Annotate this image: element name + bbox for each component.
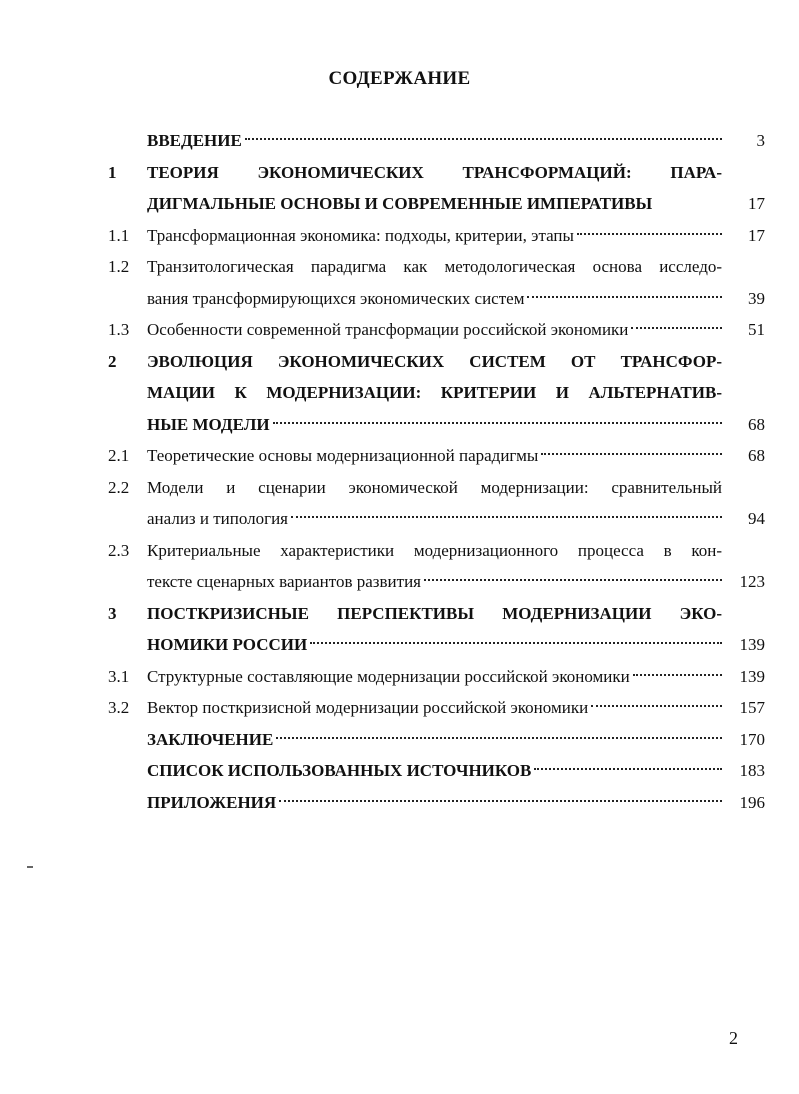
dot-leader <box>310 642 722 644</box>
table-of-contents <box>0 125 799 818</box>
toc-entry-page: 68 <box>748 414 765 434</box>
toc-entry-text: Особенности современной трансформации российской экономики <box>147 320 629 339</box>
toc-entry-appendices[interactable] <box>0 787 799 819</box>
toc-title: СОДЕРЖАНИЕ <box>328 68 471 89</box>
toc-entry-number: 2.2 <box>108 477 130 497</box>
toc-entry-introduction[interactable] <box>0 125 799 157</box>
toc-entry-text: Модели и сценарии экономической модернизации: сравнительный <box>147 477 722 497</box>
toc-entry-page: 3 <box>756 131 765 150</box>
toc-entry-chapter-3[interactable] <box>0 598 799 630</box>
toc-entry-text: ДИГМАЛЬНЫЕ ОСНОВЫ И СОВРЕМЕННЫЕ ИМПЕРАТИВЫ <box>147 194 653 213</box>
toc-entry-number: 3.1 <box>108 666 130 686</box>
toc-entry-page: 170 <box>739 729 765 749</box>
toc-entry-section-2-1[interactable] <box>0 440 799 472</box>
toc-entry-section-2-3-continued[interactable] <box>0 566 799 598</box>
toc-entry-number: 2.1 <box>108 446 130 465</box>
toc-entry-section-1-2[interactable] <box>0 251 799 283</box>
toc-entry-text: Структурные составляющие модернизации российской экономики <box>147 666 630 686</box>
toc-entry-page: 183 <box>739 761 765 780</box>
toc-entry-number: 2.3 <box>108 540 130 560</box>
toc-entry-text: ЭВОЛЮЦИЯ ЭКОНОМИЧЕСКИХ СИСТЕМ ОТ ТРАНСФОР- <box>147 351 722 371</box>
toc-entry-section-1-3[interactable] <box>0 314 799 346</box>
toc-entry-text: Транзитологическая парадигма как методологическая основа исследо- <box>147 257 722 276</box>
toc-entry-text: тексте сценарных вариантов развития <box>147 572 421 591</box>
toc-entry-number: 2 <box>108 351 117 371</box>
dot-leader <box>276 737 722 739</box>
dot-leader <box>279 800 722 802</box>
toc-entry-number: 1.1 <box>108 225 130 245</box>
dot-leader <box>527 296 722 298</box>
dot-leader <box>631 327 722 329</box>
toc-entry-section-1-2-continued[interactable] <box>0 283 799 315</box>
toc-entry-number: 3.2 <box>108 698 130 717</box>
toc-entry-text: Теоретические основы модернизационной парадигмы <box>147 446 539 465</box>
toc-entry-page: 139 <box>739 635 765 654</box>
toc-entry-page: 123 <box>739 572 765 591</box>
toc-entry-page: 51 <box>748 320 765 339</box>
toc-entry-text: ПОСТКРИЗИСНЫЕ ПЕРСПЕКТИВЫ МОДЕРНИЗАЦИИ ЭКО- <box>147 603 722 623</box>
toc-entry-page: 94 <box>748 509 765 528</box>
toc-entry-text: Критериальные характеристики модернизационного процесса в кон- <box>147 540 722 560</box>
toc-entry-conclusion[interactable] <box>0 724 799 756</box>
toc-entry-chapter-3-continued[interactable] <box>0 629 799 661</box>
dot-leader <box>534 768 722 770</box>
toc-entry-number: 1 <box>108 162 117 182</box>
toc-entry-page: 17 <box>748 194 765 213</box>
dot-leader <box>633 674 722 676</box>
scan-speck <box>27 866 33 868</box>
toc-entry-section-2-3[interactable] <box>0 535 799 567</box>
toc-entry-text: Трансформационная экономика: подходы, критерии, этапы <box>147 225 574 245</box>
toc-entry-text: СПИСОК ИСПОЛЬЗОВАННЫХ ИСТОЧНИКОВ <box>147 761 532 780</box>
toc-entry-chapter-2-continued[interactable] <box>0 377 799 409</box>
toc-entry-number: 1.3 <box>108 320 130 339</box>
dot-leader <box>245 138 722 140</box>
toc-entry-section-2-2[interactable] <box>0 472 799 504</box>
toc-entry-text: анализ и типология <box>147 509 289 528</box>
toc-entry-text: НЫЕ МОДЕЛИ <box>147 414 270 434</box>
toc-entry-section-1-1[interactable] <box>0 220 799 252</box>
toc-entry-section-2-2-continued[interactable] <box>0 503 799 535</box>
toc-entry-page: 157 <box>739 698 765 717</box>
toc-entry-chapter-1-continued[interactable] <box>0 188 799 220</box>
toc-entry-page: 139 <box>739 666 765 686</box>
toc-entry-text: ЗАКЛЮЧЕНИЕ <box>147 729 274 749</box>
dot-leader <box>273 422 722 424</box>
toc-entry-page: 39 <box>748 288 765 308</box>
toc-entry-text: МАЦИИ К МОДЕРНИЗАЦИИ: КРИТЕРИИ И АЛЬТЕРНАТИВ- <box>147 383 722 402</box>
toc-entry-number: 1.2 <box>108 257 130 276</box>
toc-entry-references[interactable] <box>0 755 799 787</box>
toc-entry-section-3-1[interactable] <box>0 661 799 693</box>
toc-entry-page: 17 <box>748 225 765 245</box>
dot-leader <box>591 705 722 707</box>
toc-entry-text: ТЕОРИЯ ЭКОНОМИЧЕСКИХ ТРАНСФОРМАЦИЙ: ПАРА- <box>147 162 722 182</box>
page-number: 2 <box>729 1028 738 1048</box>
toc-entry-text: ПРИЛОЖЕНИЯ <box>147 792 277 812</box>
toc-entry-page: 196 <box>739 792 765 812</box>
toc-entry-chapter-1[interactable] <box>0 157 799 189</box>
dot-leader <box>541 453 722 455</box>
toc-entry-number: 3 <box>108 603 117 623</box>
dot-leader <box>291 516 722 518</box>
dot-leader <box>577 233 722 235</box>
toc-entry-text: НОМИКИ РОССИИ <box>147 635 308 654</box>
dot-leader <box>424 579 722 581</box>
toc-entry-chapter-2[interactable] <box>0 346 799 378</box>
toc-entry-text: вания трансформирующихся экономических систем <box>147 288 525 308</box>
toc-entry-chapter-2-end[interactable] <box>0 409 799 441</box>
toc-entry-text: ВВЕДЕНИЕ <box>147 131 242 150</box>
toc-entry-page: 68 <box>748 446 765 465</box>
toc-entry-section-3-2[interactable] <box>0 692 799 724</box>
toc-entry-text: Вектор посткризисной модернизации российской экономики <box>147 698 589 717</box>
